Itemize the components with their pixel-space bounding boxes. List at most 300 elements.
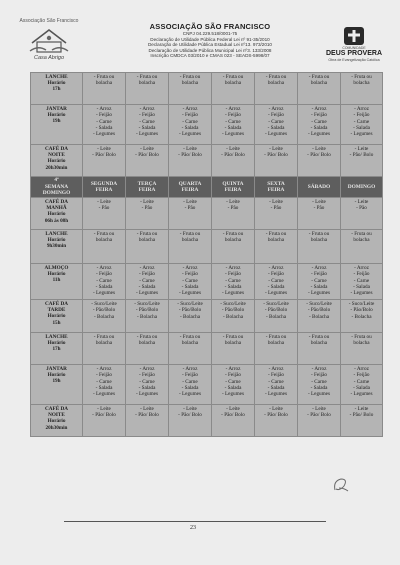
cell-line: - Carne <box>353 378 370 385</box>
menu-cell <box>126 264 169 300</box>
meal-row <box>31 145 383 177</box>
cell-line: - Legumes <box>178 131 202 138</box>
cell-line: - Arroz <box>311 265 327 271</box>
cell-line: SEXTA <box>267 180 285 187</box>
cell-line: - Feijão <box>139 271 155 278</box>
menu-cell <box>212 73 255 105</box>
cell-line: - Suco/Leite <box>348 301 375 307</box>
cell-line: TERÇA <box>137 180 157 187</box>
cell-line: - Carne <box>225 378 241 385</box>
cell-line: - Feijão <box>311 372 327 379</box>
cell-line: 17h <box>52 346 61 353</box>
cell-line: - Arroz <box>311 106 327 112</box>
cell-line: - Feijão <box>268 271 284 278</box>
cell-line: - Salada <box>310 124 328 131</box>
menu-cell <box>298 230 341 264</box>
cell-line: bolacha <box>353 237 370 244</box>
menu-cell <box>126 365 169 405</box>
cell-line: SEMANA <box>44 183 69 190</box>
cell-line: - Leite <box>226 146 240 152</box>
cell-line: - Salada <box>353 283 370 290</box>
menu-cell <box>169 105 212 145</box>
cell-line: - Feijão <box>268 112 284 119</box>
cell-line: bolacha <box>310 237 328 244</box>
cell-line: Horário <box>47 211 66 218</box>
cell-line: - Legumes <box>221 290 245 297</box>
cell-line: bolacha <box>310 80 328 87</box>
menu-cell <box>212 105 255 145</box>
menu-cell <box>169 145 212 177</box>
meal-label <box>31 405 83 437</box>
cell-line: Horário <box>47 340 66 347</box>
menu-cell <box>341 73 383 105</box>
weekday-header <box>341 177 383 198</box>
cell-line: - Salada <box>224 384 242 391</box>
cell-line: MANHÃ <box>46 205 67 212</box>
cell-line: - Pão/Bolo <box>178 307 202 314</box>
letterhead-line: Declaração de Utilidade Pública Estadual Lei nº13. 973/2010 <box>147 42 272 48</box>
cell-line: - Leite <box>312 146 326 152</box>
meal-label <box>31 300 83 333</box>
cell-line: NOITE <box>48 412 65 419</box>
cell-line: - Pão/ Bolo <box>349 412 374 419</box>
menu-cell <box>255 145 298 177</box>
cell-line: - Leite <box>140 406 154 412</box>
cell-line: - Salada <box>267 124 285 131</box>
cell-line: - Carne <box>96 277 112 284</box>
deus-provera-logo <box>322 26 386 68</box>
meal-row <box>31 405 383 437</box>
cell-line: - Feijão <box>139 372 155 379</box>
meal-row <box>31 73 383 105</box>
cell-line: - Arroz <box>268 265 284 271</box>
cell-line: - Salada <box>138 283 156 290</box>
cell-line: - Leite <box>269 199 283 205</box>
cell-line: - Legumes <box>307 131 331 138</box>
menu-cell <box>212 300 255 333</box>
weekday-header <box>126 177 169 198</box>
cell-line: - Legumes <box>264 131 288 138</box>
cell-line: 9h30min <box>46 243 67 250</box>
cell-line: 20h30min <box>45 164 68 171</box>
cell-line: - Salada <box>353 384 370 391</box>
cell-line: - Pão <box>270 205 282 212</box>
menu-cell <box>83 230 126 264</box>
cell-line: 11h <box>52 277 61 284</box>
menu-cell <box>83 73 126 105</box>
cell-line: bolacha <box>138 80 156 87</box>
cell-line: - Salada <box>95 124 113 131</box>
cell-line: - Pão/ Bolo <box>221 412 245 419</box>
cell-line: - Pão/Bolo <box>264 307 288 314</box>
weekday-header <box>169 177 212 198</box>
weekday-header <box>212 177 255 198</box>
cell-line: - Fruta ou <box>93 74 115 80</box>
letterhead-line: CNPJ 04.229.518/0001-75 <box>182 31 238 36</box>
menu-cell <box>341 405 383 437</box>
menu-cell <box>255 333 298 365</box>
menu-cell <box>126 333 169 365</box>
cell-line: - Fruta ou <box>265 231 287 237</box>
cell-line: - Arroz <box>96 106 112 112</box>
cell-line: FEIRA <box>181 187 199 193</box>
cell-line: - Feijão <box>182 271 198 278</box>
meal-label <box>31 145 83 177</box>
menu-cell <box>212 333 255 365</box>
cell-line: - Fruta ou <box>222 334 244 340</box>
cell-line: - Pão <box>356 205 367 212</box>
cell-line: - Pão/Bolo <box>135 307 159 314</box>
cell-line: - Legumes <box>135 391 159 398</box>
cell-line: QUINTA <box>222 180 244 187</box>
cell-line: - Legumes <box>92 391 116 398</box>
cell-line: - Leite <box>183 406 197 412</box>
cell-line: - Legumes <box>135 131 159 138</box>
cell-line: 20h30min <box>45 424 68 431</box>
weekday-header-row <box>31 177 383 198</box>
menu-cell <box>341 105 383 145</box>
cell-line: bolacha <box>224 340 242 347</box>
menu-cell <box>169 198 212 230</box>
cell-line: bolacha <box>267 237 285 244</box>
cell-line: - Feijão <box>311 112 327 119</box>
cell-line: - Legumes <box>221 391 245 398</box>
meal-row <box>31 198 383 230</box>
cell-line: - Feijão <box>225 271 241 278</box>
cell-line: - Leite <box>226 199 240 205</box>
cell-line: - Fruta ou <box>265 334 287 340</box>
cell-line: bolacha <box>353 340 370 347</box>
menu-cell <box>126 145 169 177</box>
menu-cell <box>126 230 169 264</box>
logo-community-label: COMUNIDADE <box>342 46 366 50</box>
menu-cell <box>341 230 383 264</box>
cell-line: - Carne <box>182 277 198 284</box>
cell-line: - Leite <box>97 406 111 412</box>
logo-name: DEUS PROVERA <box>325 50 382 57</box>
cell-line: - Leite <box>226 406 240 412</box>
cell-line: - Fruta ou <box>179 74 201 80</box>
menu-cell <box>169 365 212 405</box>
cell-line: - Feijão <box>96 112 112 119</box>
cell-line: - Bolacha <box>179 313 201 320</box>
cell-line: - Feijão <box>311 271 327 278</box>
cell-line: - Bolacha <box>265 313 287 320</box>
cell-line: - Pão/ Bolo <box>178 412 202 419</box>
cell-line: - Arroz <box>182 265 198 271</box>
organization-title: ASSOCIAÇÃO SÃO FRANCISCO <box>149 22 271 31</box>
menu-cell <box>169 333 212 365</box>
cell-line: - Leite <box>97 199 111 205</box>
cell-line: - Fruta ou <box>179 334 201 340</box>
cell-line: - Pão/ Bolo <box>92 152 116 159</box>
cell-line: Horário <box>47 271 66 278</box>
cell-line: CAFÉ DA <box>45 199 68 205</box>
meal-row <box>31 365 383 405</box>
page-number: 23 <box>190 525 196 531</box>
cell-line: - Legumes <box>221 131 245 138</box>
cell-line: - Feijão <box>268 372 284 379</box>
cell-line: FEIRA <box>224 187 242 193</box>
cell-line: - Pão <box>313 205 325 212</box>
cell-line: - Fruta ou <box>222 231 244 237</box>
cross-emblem-icon <box>343 26 365 46</box>
cell-line: Horário <box>47 418 66 425</box>
menu-cell <box>83 198 126 230</box>
meal-label <box>31 365 83 405</box>
cell-line: JANTAR <box>46 106 67 112</box>
cell-line: - Carne <box>311 378 327 385</box>
cell-line: LANCHE <box>45 231 68 237</box>
letterhead-line: Declaração de Utilidade Pública Municipal Lei nº3. 133/2008 <box>148 47 272 53</box>
house-hands-icon <box>28 25 70 55</box>
cell-line: - Feijão <box>353 271 370 278</box>
menu-cell <box>341 198 383 230</box>
logo-tagline: Obra de Evangelização Católica <box>328 58 380 62</box>
cell-line: - Carne <box>225 118 241 125</box>
menu-cell <box>169 230 212 264</box>
cell-line: - Legumes <box>307 391 331 398</box>
cell-line: - Pão/ Bolo <box>264 412 288 419</box>
cell-line: - Arroz <box>354 265 369 271</box>
cell-line: - Carne <box>268 378 284 385</box>
menu-cell <box>341 264 383 300</box>
cell-line: - Pão/ Bolo <box>307 412 331 419</box>
cell-line: - Feijão <box>353 372 370 379</box>
cell-line: - Legumes <box>350 290 373 297</box>
cell-line: bolacha <box>267 340 285 347</box>
cell-line: - Leite <box>354 146 369 152</box>
cell-line: - Pão <box>98 205 110 212</box>
menu-cell <box>341 333 383 365</box>
menu-cell <box>83 365 126 405</box>
cell-line: - Bolacha <box>222 313 244 320</box>
menu-cell <box>126 300 169 333</box>
cell-line: Horário <box>47 313 66 320</box>
cell-line: - Arroz <box>225 106 241 112</box>
cell-line: - Pão/Bolo <box>92 307 116 314</box>
cell-line: - Fruta ou <box>308 231 330 237</box>
menu-cell <box>298 333 341 365</box>
cell-line: - Pão/ Bolo <box>349 152 374 159</box>
cell-line: bolacha <box>95 237 113 244</box>
menu-table <box>30 72 383 437</box>
cell-line: - Pão/Bolo <box>307 307 331 314</box>
cell-line: 06h às 08h <box>44 217 69 224</box>
cell-line: - Suco/Leite <box>91 301 117 307</box>
menu-cell <box>212 198 255 230</box>
cell-line: 4ª <box>54 177 59 184</box>
meal-label <box>31 333 83 365</box>
cell-line: - Legumes <box>178 290 202 297</box>
cell-line: - Legumes <box>92 290 116 297</box>
cell-line: - Fruta ou <box>136 334 158 340</box>
menu-cell <box>341 145 383 177</box>
menu-cell <box>212 264 255 300</box>
cell-line: - Arroz <box>139 366 155 372</box>
menu-cell <box>83 105 126 145</box>
meal-label <box>31 264 83 300</box>
menu-cell <box>255 198 298 230</box>
cell-line: - Legumes <box>178 391 202 398</box>
cell-line: - Leite <box>183 199 197 205</box>
letterhead-line: Inscrição CMDCA 03/2010 e CMAS 023 - SEADS-5998/07 <box>150 53 270 59</box>
cell-line: - Fruta ou <box>179 231 201 237</box>
menu-cell <box>83 145 126 177</box>
cell-line: - Arroz <box>139 265 155 271</box>
cell-line: - Salada <box>95 283 113 290</box>
cell-line: bolacha <box>181 340 199 347</box>
menu-cell <box>212 145 255 177</box>
cell-line: 15h <box>52 319 61 326</box>
menu-cell <box>169 405 212 437</box>
cell-line: - Feijão <box>225 372 241 379</box>
cell-line: - Carne <box>139 277 155 284</box>
cell-line: DOMINGO <box>42 190 71 197</box>
cell-line: - Arroz <box>311 366 327 372</box>
cell-line: - Carne <box>182 378 198 385</box>
cell-line: - Arroz <box>225 366 241 372</box>
cell-line: - Legumes <box>135 290 159 297</box>
cell-line: bolacha <box>181 237 199 244</box>
cell-line: - Salada <box>267 384 285 391</box>
letterhead-line: Declaração de Utilidade Pública Federal Lei nº 91-35/2010 <box>150 36 270 42</box>
cell-line: - Pão/ Bolo <box>92 412 116 419</box>
cell-line: CAFÉ DA <box>45 301 68 307</box>
meal-label <box>31 73 83 105</box>
menu-cell <box>83 405 126 437</box>
cell-line: - Arroz <box>354 106 369 112</box>
menu-cell <box>298 145 341 177</box>
cell-line: bolacha <box>224 237 242 244</box>
cell-line: Horário <box>47 112 66 119</box>
cell-line: - Arroz <box>268 106 284 112</box>
cell-line: - Legumes <box>264 290 288 297</box>
cell-line: - Leite <box>140 199 154 205</box>
cell-line: - Fruta ou <box>308 334 330 340</box>
cell-line: FEIRA <box>95 187 113 193</box>
cell-line: - Leite <box>354 199 369 205</box>
menu-cell <box>169 73 212 105</box>
weekday-header <box>83 177 126 198</box>
cell-line: DOMINGO <box>347 183 376 190</box>
logo-subtitle: Casa Abrigo <box>33 55 65 61</box>
cell-line: - Suco/Leite <box>134 301 160 307</box>
letterhead <box>110 22 310 59</box>
cell-line: - Leite <box>140 146 154 152</box>
cell-line: - Arroz <box>268 366 284 372</box>
cell-line: bolacha <box>310 340 328 347</box>
cell-line: bolacha <box>267 80 285 87</box>
cell-line: - Carne <box>311 277 327 284</box>
cell-line: - Legumes <box>92 131 116 138</box>
cell-line: - Salada <box>310 283 328 290</box>
cell-line: - Suco/Leite <box>306 301 332 307</box>
menu-cell <box>255 73 298 105</box>
cell-line: - Fruta ou <box>93 231 115 237</box>
cell-line: SÁBADO <box>307 183 331 190</box>
cell-line: - Feijão <box>353 112 370 119</box>
menu-cell <box>126 198 169 230</box>
cell-line: - Bolacha <box>351 313 372 320</box>
weekday-header <box>298 177 341 198</box>
menu-cell <box>212 405 255 437</box>
menu-cell <box>255 300 298 333</box>
cell-line: - Fruta ou <box>136 231 158 237</box>
cell-line: - Arroz <box>354 366 369 372</box>
cell-line: - Arroz <box>96 366 112 372</box>
cell-line: - Salada <box>138 124 156 131</box>
meal-row <box>31 264 383 300</box>
cell-line: - Salada <box>95 384 113 391</box>
cell-line: - Leite <box>183 146 197 152</box>
logo-caption: Associação São Francisco <box>19 18 79 24</box>
cell-line: - Salada <box>353 124 370 131</box>
cell-line: - Pão/Bolo <box>221 307 245 314</box>
cell-line: Horário <box>47 372 66 379</box>
cell-line: - Salada <box>224 283 242 290</box>
menu-cell <box>83 333 126 365</box>
menu-cell <box>255 365 298 405</box>
cell-line: - Carne <box>268 118 284 125</box>
cell-line: - Leite <box>312 406 326 412</box>
menu-cell <box>212 365 255 405</box>
menu-cell <box>255 105 298 145</box>
cell-line: - Pão/ Bolo <box>264 152 288 159</box>
cell-line: - Fruta ou <box>136 74 158 80</box>
cell-line: - Suco/Leite <box>177 301 203 307</box>
cell-line: - Salada <box>310 384 328 391</box>
cell-line: Horário <box>47 80 66 87</box>
cell-line: JANTAR <box>46 366 67 372</box>
cell-line: - Suco/Leite <box>220 301 246 307</box>
cell-line: FEIRA <box>138 187 156 193</box>
menu-cell <box>298 300 341 333</box>
cell-line: - Pão <box>227 205 239 212</box>
cell-line: - Carne <box>225 277 241 284</box>
meal-row <box>31 333 383 365</box>
cell-line: bolacha <box>138 237 156 244</box>
initials-signature-icon <box>330 476 352 494</box>
menu-cell <box>169 264 212 300</box>
cell-line: - Leite <box>312 199 326 205</box>
menu-cell <box>255 230 298 264</box>
menu-cell <box>341 300 383 333</box>
meal-label <box>31 230 83 264</box>
cell-line: SEGUNDA <box>90 180 118 187</box>
cell-line: bolacha <box>181 80 199 87</box>
footer-rule <box>64 521 326 522</box>
cell-line: Horário <box>47 237 66 244</box>
cell-line: - Feijão <box>225 112 241 119</box>
cell-line: - Carne <box>311 118 327 125</box>
cell-line: bolacha <box>353 80 370 87</box>
menu-cell <box>126 73 169 105</box>
cell-line: CAFÉ DA <box>45 146 68 152</box>
menu-cell <box>298 73 341 105</box>
cell-line: CAFÉ DA <box>45 406 68 412</box>
weekday-header <box>255 177 298 198</box>
cell-line: - Salada <box>181 384 199 391</box>
menu-cell <box>83 300 126 333</box>
menu-cell <box>298 264 341 300</box>
cell-line: - Leite <box>354 406 369 412</box>
cell-line: - Legumes <box>350 131 373 138</box>
cell-line: 19h <box>52 118 61 125</box>
menu-cell <box>341 365 383 405</box>
cell-line: ALMOÇO <box>44 265 69 271</box>
associacao-logo <box>14 18 84 64</box>
